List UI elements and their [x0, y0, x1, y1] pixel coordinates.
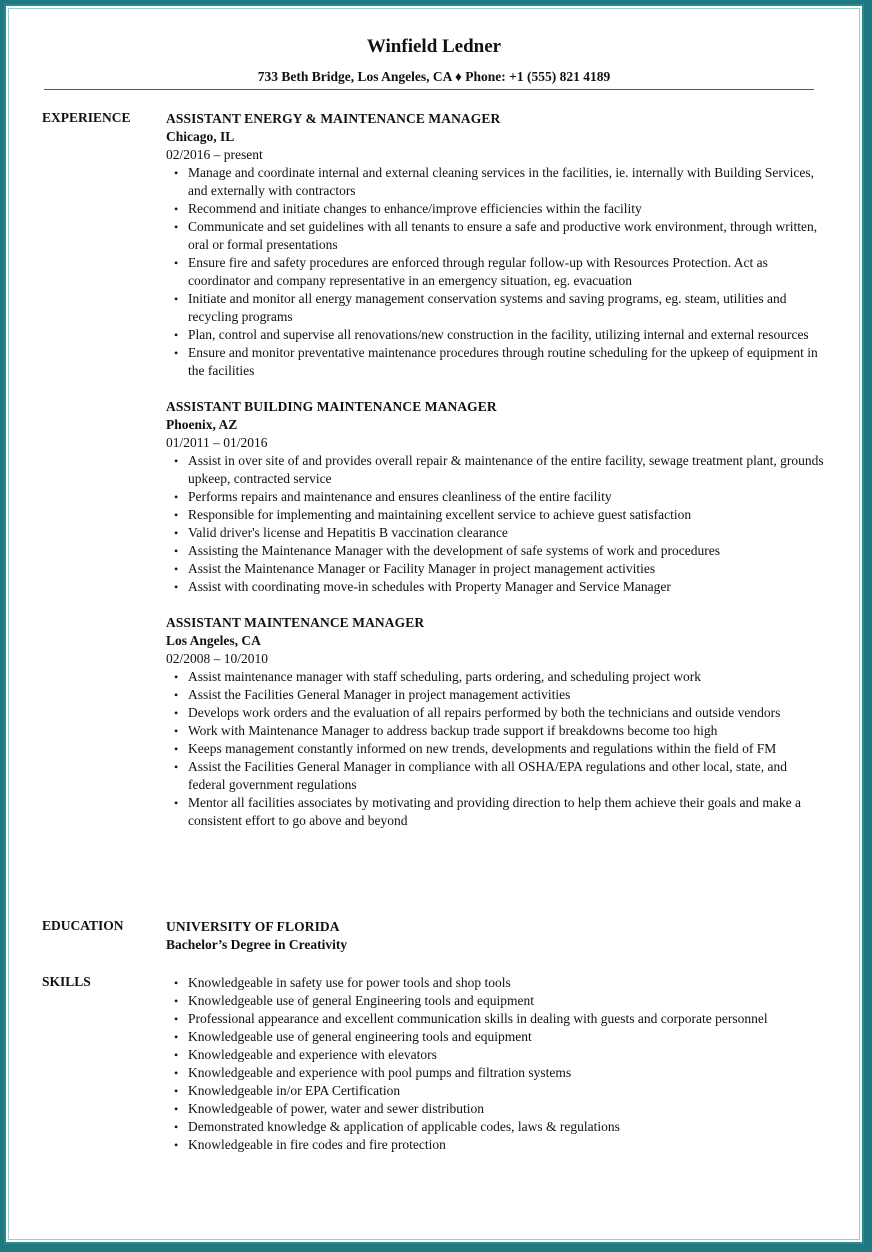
- job-dates: 02/2016 – present: [166, 147, 263, 162]
- list-item: • Knowledgeable in safety use for power tools and shop tools: [166, 974, 826, 992]
- list-item: • Assisting the Maintenance Manager with the development of safe systems of work and procedures: [166, 542, 826, 560]
- job-location: Los Angeles, CA: [166, 633, 261, 648]
- job-bullets: [166, 452, 826, 596]
- list-item: • Communicate and set guidelines with all tenants to ensure a safe and productive work environment, through written, oral or formal presentations: [166, 218, 826, 254]
- job-location: Phoenix, AZ: [166, 417, 238, 432]
- list-item: • Knowledgeable in fire codes and fire protection: [166, 1136, 826, 1154]
- contact-line: 733 Beth Bridge, Los Angeles, CA ♦ Phone: +1 (555) 821 4189: [257, 69, 611, 84]
- list-item: • Demonstrated knowledge & application of applicable codes, laws & regulations: [166, 1118, 826, 1136]
- job-title: ASSISTANT ENERGY & MAINTENANCE MANAGER: [166, 111, 501, 126]
- list-item: • Assist with coordinating move-in schedules with Property Manager and Service Manager: [166, 578, 826, 596]
- list-item: • Valid driver's license and Hepatitis B vaccination clearance: [166, 524, 826, 542]
- list-item: • Manage and coordinate internal and external cleaning services in the facilities, ie. internally with Building Services, and externally with contractors: [166, 164, 826, 200]
- list-item: • Knowledgeable in/or EPA Certification: [166, 1082, 826, 1100]
- list-item: • Keeps management constantly informed on new trends, developments and regulations within the field of FM: [166, 740, 826, 758]
- job-title: ASSISTANT BUILDING MAINTENANCE MANAGER: [166, 399, 497, 414]
- resume-page: [4, 4, 864, 1244]
- job-bullets: [166, 164, 826, 380]
- skills-list: [166, 974, 826, 1154]
- list-item: • Ensure and monitor preventative maintenance procedures through routine scheduling for the upkeep of equipment in the facilities: [166, 344, 826, 380]
- education-section-label: EDUCATION: [42, 918, 124, 933]
- header-divider: [44, 89, 814, 90]
- list-item: • Ensure fire and safety procedures are enforced through regular follow-up with Resources Protection. Act as coordinator and company representative in an emergency situation, eg. evacuation: [166, 254, 826, 290]
- education-section: [166, 918, 826, 954]
- job-bullets: [166, 668, 826, 830]
- list-item: • Knowledgeable and experience with pool pumps and filtration systems: [166, 1064, 826, 1082]
- job-entry: [166, 398, 826, 596]
- job-entry: [166, 110, 826, 380]
- list-item: • Develops work orders and the evaluation of all repairs performed by both the technicians and outside vendors: [166, 704, 826, 722]
- list-item: • Plan, control and supervise all renovations/new construction in the facility, utilizing internal and external resources: [166, 326, 826, 344]
- experience-section-label: EXPERIENCE: [42, 110, 131, 125]
- list-item: • Assist the Maintenance Manager or Facility Manager in project management activities: [166, 560, 826, 578]
- list-item: • Assist the Facilities General Manager in project management activities: [166, 686, 826, 704]
- list-item: • Assist maintenance manager with staff scheduling, parts ordering, and scheduling project work: [166, 668, 826, 686]
- job-title: ASSISTANT MAINTENANCE MANAGER: [166, 615, 425, 630]
- candidate-name: Winfield Ledner: [366, 36, 502, 57]
- list-item: • Initiate and monitor all energy management conservation systems and saving programs, eg. steam, utilities and recycling programs: [166, 290, 826, 326]
- job-dates: 01/2011 – 01/2016: [166, 435, 268, 450]
- list-item: • Recommend and initiate changes to enhance/improve efficiencies within the facility: [166, 200, 826, 218]
- list-item: • Knowledgeable of power, water and sewer distribution: [166, 1100, 826, 1118]
- list-item: • Professional appearance and excellent communication skills in dealing with guests and corporate personnel: [166, 1010, 826, 1028]
- skills-section: [166, 974, 826, 1154]
- list-item: • Performs repairs and maintenance and ensures cleanliness of the entire facility: [166, 488, 826, 506]
- degree: Bachelor’s Degree in Creativity: [166, 937, 348, 952]
- list-item: • Assist the Facilities General Manager in compliance with all OSHA/EPA regulations and other local, state, and federal government regulations: [166, 758, 826, 794]
- list-item: • Knowledgeable and experience with elevators: [166, 1046, 826, 1064]
- experience-section: [166, 110, 826, 830]
- list-item: • Knowledgeable use of general engineering tools and equipment: [166, 1028, 826, 1046]
- list-item: • Knowledgeable use of general Engineering tools and equipment: [166, 992, 826, 1010]
- job-location: Chicago, IL: [166, 129, 235, 144]
- list-item: • Mentor all facilities associates by motivating and providing direction to help them achieve their goals and make a consistent effort to go above and beyond: [166, 794, 826, 830]
- school-name: UNIVERSITY OF FLORIDA: [166, 919, 340, 934]
- list-item: • Work with Maintenance Manager to address backup trade support if breakdowns become too high: [166, 722, 826, 740]
- list-item: • Responsible for implementing and maintaining excellent service to achieve guest satisfaction: [166, 506, 826, 524]
- list-item: • Assist in over site of and provides overall repair & maintenance of the entire facility, sewage treatment plant, grounds upkeep, contracted service: [166, 452, 826, 488]
- skills-section-label: SKILLS: [42, 974, 91, 989]
- job-entry: [166, 614, 826, 830]
- job-dates: 02/2008 – 10/2010: [166, 651, 269, 666]
